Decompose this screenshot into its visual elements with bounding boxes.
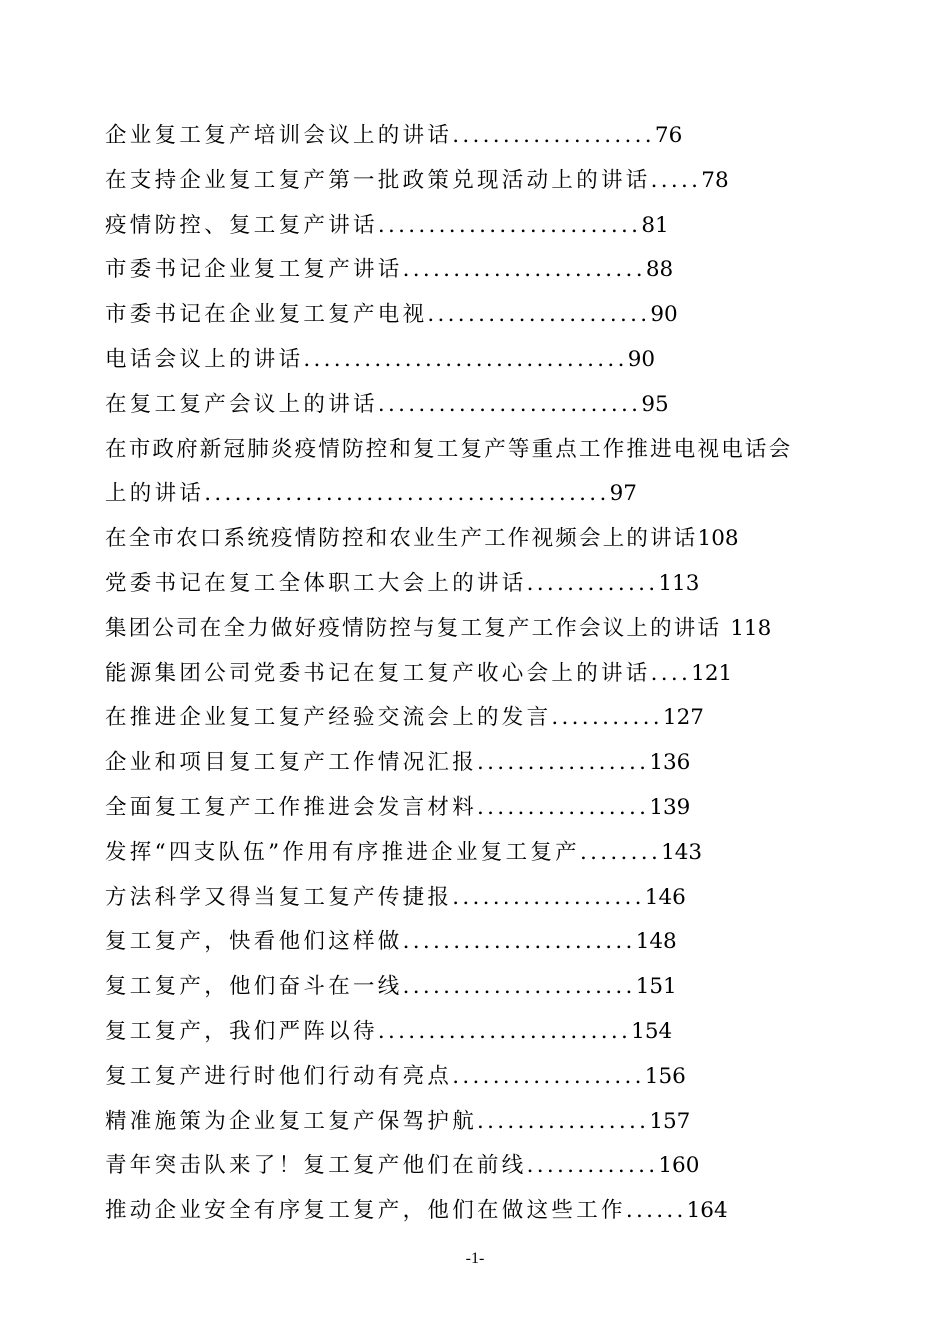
- toc-entry-title: 精准施策为企业复工复产保驾护航: [105, 1108, 478, 1134]
- toc-entry[interactable]: [105, 652, 845, 697]
- toc-entry-title: 在市政府新冠肺炎疫情防控和复工复产等重点工作推进电视电话会: [105, 436, 793, 462]
- toc-entry-title: 在推进企业复工复产经验交流会上的发言: [105, 705, 552, 731]
- toc-entry-leader: ....................: [452, 123, 655, 148]
- toc-entry-page: 164: [686, 1198, 728, 1224]
- table-of-contents: [105, 114, 845, 1234]
- toc-entry-title: 推动企业安全有序复工复产，他们在做这些工作: [105, 1198, 626, 1224]
- toc-entry[interactable]: [105, 562, 845, 607]
- toc-entry[interactable]: [105, 1055, 845, 1100]
- toc-entry-title: 复工复产，快看他们这样做: [105, 929, 403, 955]
- toc-entry[interactable]: [105, 1189, 845, 1234]
- toc-entry-title: 在复工复产会议上的讲话: [105, 391, 378, 417]
- toc-entry-title: 复工复产，我们严阵以待: [105, 1018, 378, 1044]
- toc-entry-page: 139: [649, 794, 691, 820]
- toc-entry-title: 在全市农口系统疫情防控和农业生产工作视频会上的讲话: [105, 526, 698, 552]
- toc-entry-title: 在支持企业复工复产第一批政策兑现活动上的讲话: [105, 167, 651, 193]
- toc-entry[interactable]: [105, 248, 845, 293]
- toc-entry-leader: ........................................: [204, 481, 610, 507]
- toc-entry-page: 78: [701, 167, 729, 193]
- toc-entry[interactable]: [105, 1100, 845, 1145]
- toc-entry[interactable]: [105, 517, 845, 562]
- toc-entry-leader: .................: [477, 750, 650, 776]
- toc-entry[interactable]: [105, 1144, 845, 1189]
- toc-entry[interactable]: [105, 920, 845, 965]
- toc-entry-title: 青年突击队来了！复工复产他们在前线: [105, 1153, 527, 1179]
- toc-entry-leader: ......: [625, 1198, 687, 1224]
- toc-entry-page: 95: [641, 391, 669, 417]
- toc-entry-leader: .......................: [402, 974, 636, 1000]
- toc-entry-leader: ...........: [551, 705, 663, 731]
- toc-entry-leader: ...................: [452, 884, 645, 910]
- toc-entry-page: 146: [644, 884, 686, 910]
- toc-entry-page: 76: [654, 123, 683, 148]
- toc-entry-page: 127: [662, 705, 704, 731]
- toc-entry-leader: ......................: [427, 302, 651, 328]
- toc-entry-page: 121: [691, 660, 733, 686]
- toc-entry-page: 154: [631, 1018, 673, 1044]
- toc-entry-page: 97: [609, 481, 637, 507]
- toc-entry[interactable]: [105, 293, 845, 338]
- toc-entry[interactable]: [105, 876, 845, 921]
- toc-entry[interactable]: [105, 472, 845, 517]
- toc-entry-title: 复工复产进行时他们行动有亮点: [105, 1063, 453, 1089]
- page-number: -1-: [465, 1250, 485, 1267]
- toc-entry-title: 发挥“四支队伍”作用有序推进企业复工复产: [105, 839, 580, 865]
- toc-entry[interactable]: [105, 204, 845, 249]
- toc-entry-page: 113: [658, 570, 700, 596]
- toc-entry-leader: ..........................: [377, 391, 642, 417]
- toc-entry[interactable]: [105, 383, 845, 428]
- toc-entry-title: 全面复工复产工作推进会发言材料: [105, 794, 478, 820]
- toc-entry[interactable]: [105, 786, 845, 831]
- toc-entry-leader: .............: [526, 570, 659, 596]
- toc-entry-title: 方法科学又得当复工复产传捷报: [105, 884, 453, 910]
- toc-entry-leader: .................: [477, 794, 650, 820]
- toc-entry-page: 160: [658, 1153, 700, 1179]
- toc-entry-leader: .............: [526, 1153, 659, 1179]
- toc-entry-leader: ........: [580, 839, 662, 865]
- toc-entry-title: 党委书记在复工全体职工大会上的讲话: [105, 570, 527, 596]
- toc-entry-leader: .........................: [377, 1018, 632, 1044]
- toc-entry-leader: ...................: [452, 1063, 645, 1089]
- toc-entry-leader: .....: [650, 167, 702, 193]
- toc-entry-page: 90: [650, 302, 678, 328]
- toc-entry-page: 81: [641, 212, 669, 238]
- toc-entry[interactable]: [105, 607, 845, 652]
- toc-entry[interactable]: [105, 159, 845, 204]
- toc-entry-title: 疫情防控、复工复产讲话: [105, 212, 378, 238]
- toc-entry-leader: ....: [650, 660, 692, 686]
- toc-entry-leader: ................................: [303, 346, 628, 372]
- toc-entry[interactable]: [105, 965, 845, 1010]
- toc-entry-page: 148: [635, 929, 677, 955]
- toc-entry[interactable]: [105, 338, 845, 383]
- toc-entry-leader: ..........................: [377, 212, 642, 238]
- toc-entry-page: 118: [730, 615, 772, 641]
- toc-entry-title: 能源集团公司党委书记在复工复产收心会上的讲话: [105, 660, 651, 686]
- toc-entry-title: 市委书记企业复工复产讲话: [105, 257, 403, 283]
- toc-entry[interactable]: [105, 831, 845, 876]
- toc-entry[interactable]: [105, 741, 845, 786]
- toc-entry-title: 电话会议上的讲话: [105, 346, 304, 372]
- toc-entry-page: 151: [635, 974, 677, 1000]
- toc-entry-leader: .......................: [402, 929, 636, 955]
- toc-entry[interactable]: [105, 428, 845, 473]
- toc-entry-title: 企业和项目复工复产工作情况汇报: [105, 750, 478, 776]
- toc-entry-page: 156: [644, 1063, 686, 1089]
- toc-entry[interactable]: [105, 114, 845, 159]
- toc-entry-title: 集团公司在全力做好疫情防控与复工复产工作会议上的讲话: [105, 615, 722, 641]
- toc-entry-title: 企业复工复产培训会议上的讲话: [105, 123, 453, 148]
- toc-entry-leader: [721, 616, 730, 641]
- toc-entry-page: 90: [627, 346, 656, 372]
- toc-entry-title: 复工复产，他们奋斗在一线: [105, 974, 403, 1000]
- toc-entry-title: 市委书记在企业复工复产电视: [105, 302, 428, 328]
- toc-entry-page: 157: [649, 1108, 691, 1134]
- toc-entry-page: 108: [697, 526, 739, 552]
- toc-entry-title: 上的讲话: [105, 481, 205, 507]
- toc-entry-page: 136: [649, 750, 691, 776]
- toc-entry-leader: ........................: [402, 257, 646, 283]
- toc-entry-leader: .................: [477, 1108, 650, 1134]
- toc-entry[interactable]: [105, 1010, 845, 1055]
- toc-entry[interactable]: [105, 696, 845, 741]
- toc-entry-page: 88: [645, 257, 674, 283]
- toc-entry-page: 143: [661, 839, 703, 865]
